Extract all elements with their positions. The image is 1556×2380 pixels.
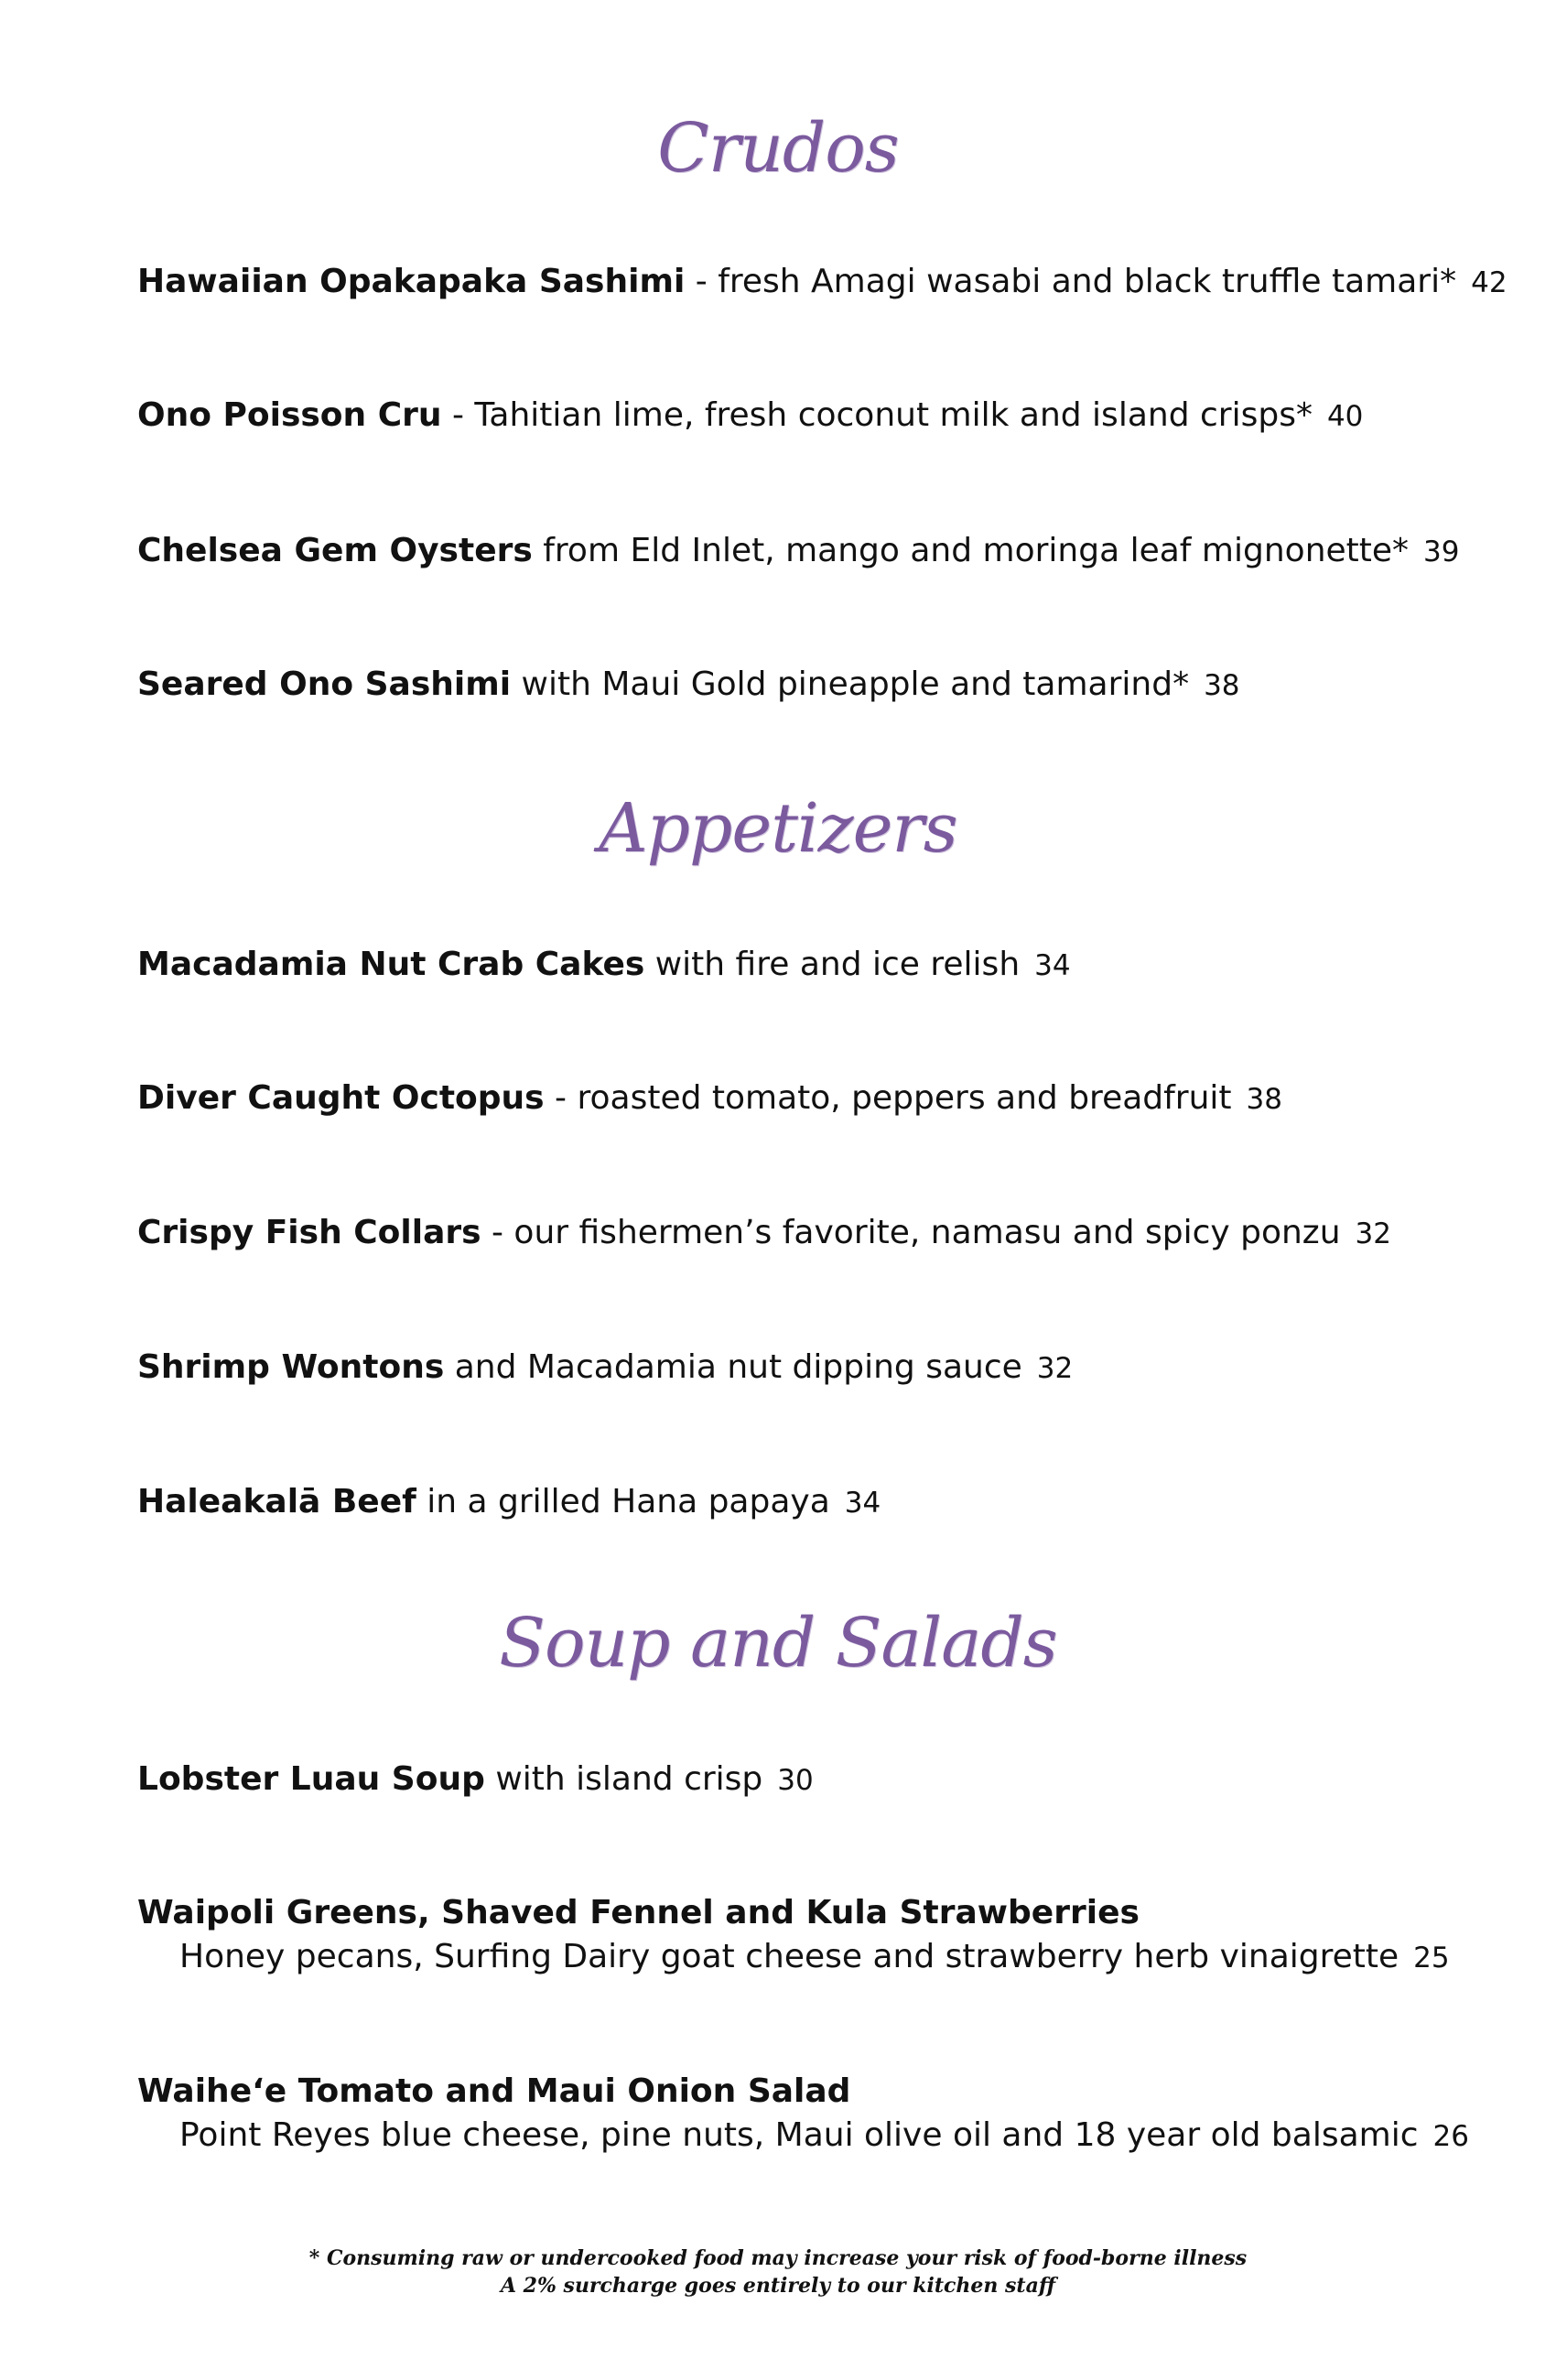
item-description: - Tahitian lime, fresh coconut milk and island crisps* bbox=[441, 396, 1313, 434]
menu-item bbox=[137, 1076, 1437, 1121]
menu-item bbox=[137, 394, 1437, 438]
menu-item bbox=[137, 1346, 1437, 1390]
item-price: 38 bbox=[1204, 669, 1240, 702]
menu-item bbox=[137, 2070, 1469, 2158]
item-price: 38 bbox=[1246, 1083, 1282, 1116]
item-name: Macadamia Nut Crab Cakes bbox=[137, 946, 645, 983]
item-price: 34 bbox=[1034, 949, 1071, 982]
item-name: Waipoli Greens, Shaved Fennel and Kula Strawberries bbox=[137, 1894, 1140, 1931]
item-name: Crispy Fish Collars bbox=[137, 1214, 481, 1251]
item-name: Haleakalā Beef bbox=[137, 1483, 416, 1520]
item-name: Waihe‘e Tomato and Maui Onion Salad bbox=[137, 2072, 851, 2110]
menu-item bbox=[137, 529, 1460, 574]
footer-line-surcharge: A 2% surcharge goes entirely to our kitchen staff bbox=[500, 2274, 1056, 2298]
item-description-line bbox=[137, 1935, 1450, 1980]
section-title-soup-and-salads: Soup and Salads bbox=[499, 1604, 1057, 1682]
item-name: Ono Poisson Cru bbox=[137, 396, 442, 434]
item-description: - fresh Amagi wasabi and black truffle tamari* bbox=[685, 263, 1457, 300]
item-description: and Macadamia nut dipping sauce bbox=[444, 1348, 1022, 1386]
item-price: 26 bbox=[1432, 2120, 1469, 2153]
menu-item bbox=[137, 1211, 1437, 1256]
item-description: in a grilled Hana papaya bbox=[416, 1483, 830, 1520]
item-name: Chelsea Gem Oysters bbox=[137, 532, 533, 569]
item-name: Shrimp Wontons bbox=[137, 1348, 445, 1386]
section-title-crudos: Crudos bbox=[657, 109, 899, 188]
item-description: from Eld Inlet, mango and moringa leaf mignonette* bbox=[532, 532, 1410, 569]
menu-item bbox=[137, 260, 1507, 305]
footer-notice bbox=[0, 2245, 1556, 2299]
item-description: - roasted tomato, peppers and breadfruit bbox=[544, 1079, 1232, 1117]
item-name: Seared Ono Sashimi bbox=[137, 665, 512, 703]
item-price: 32 bbox=[1355, 1217, 1391, 1250]
item-description: with island crisp bbox=[484, 1760, 763, 1798]
item-description: Honey pecans, Surfing Dairy goat cheese and strawberry herb vinaigrette bbox=[179, 1938, 1399, 1975]
item-price: 32 bbox=[1036, 1352, 1074, 1385]
item-description: with Maui Gold pineapple and tamarind* bbox=[511, 665, 1190, 703]
menu-item bbox=[137, 1891, 1450, 1980]
menu-item bbox=[137, 1480, 1437, 1525]
item-price: 40 bbox=[1326, 400, 1364, 433]
item-price: 34 bbox=[844, 1487, 881, 1520]
item-price: 39 bbox=[1423, 536, 1460, 568]
item-price: 42 bbox=[1471, 266, 1507, 299]
item-name: Hawaiian Opakapaka Sashimi bbox=[137, 263, 686, 300]
item-description-line bbox=[137, 2114, 1469, 2158]
menu-item bbox=[137, 943, 1437, 988]
item-name: Lobster Luau Soup bbox=[137, 1760, 485, 1798]
menu-item bbox=[137, 1758, 1437, 1802]
menu-item bbox=[137, 663, 1437, 708]
item-price: 25 bbox=[1413, 1942, 1450, 1974]
footer-line-raw-food-warning: * Consuming raw or undercooked food may increase your risk of food-borne illness bbox=[308, 2246, 1248, 2270]
item-description: Point Reyes blue cheese, pine nuts, Maui olive oil and 18 year old balsamic bbox=[179, 2116, 1419, 2154]
item-price: 30 bbox=[777, 1764, 814, 1797]
item-description: with fire and ice relish bbox=[644, 946, 1021, 983]
section-title-appetizers: Appetizers bbox=[599, 789, 957, 868]
item-name: Diver Caught Octopus bbox=[137, 1079, 545, 1117]
item-description: - our fishermen’s favorite, namasu and spicy ponzu bbox=[481, 1214, 1341, 1251]
